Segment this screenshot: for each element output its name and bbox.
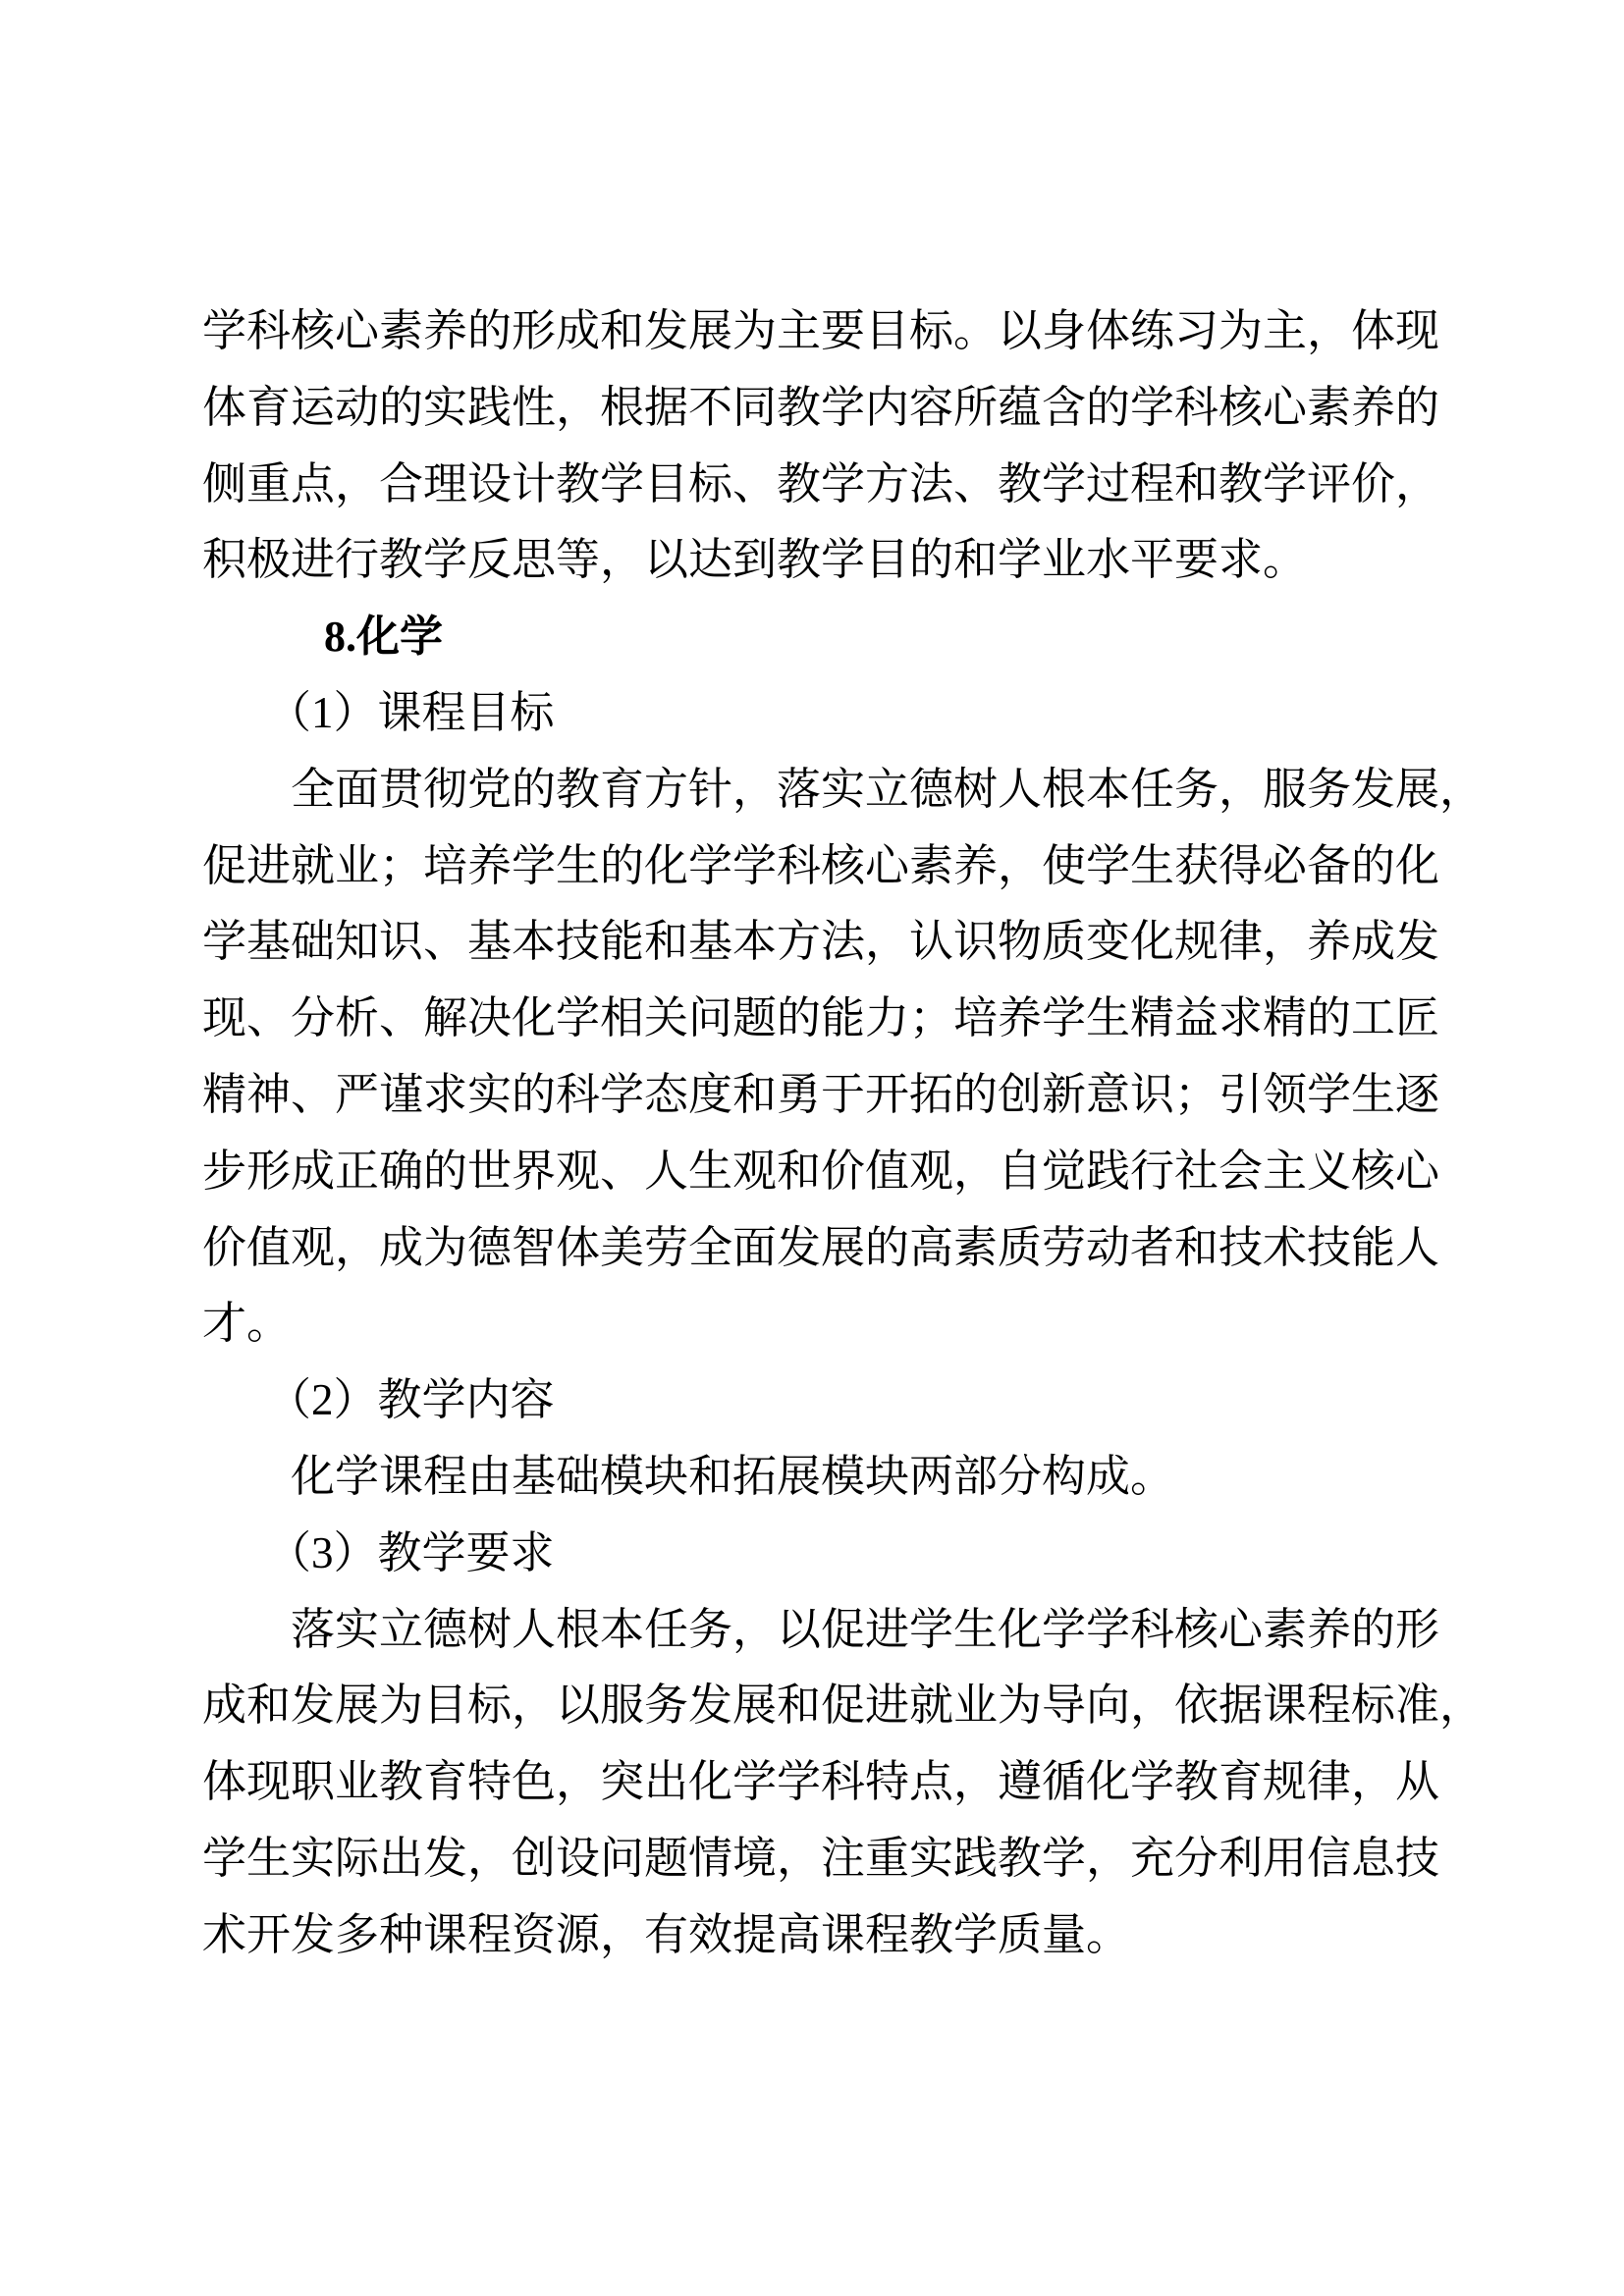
text-line: 价值观，成为德智体美劳全面发展的高素质劳动者和技术技能人 [202, 1222, 1440, 1272]
text-line: 学生实际出发，创设问题情境，注重实践教学，充分利用信息技 [202, 1833, 1440, 1883]
text-line: 术开发多种课程资源，有效提高课程教学质量。 [202, 1909, 1131, 1959]
text-line: 现、分析、解决化学相关问题的能力；培养学生精益求精的工匠 [202, 993, 1440, 1043]
section-heading: 8.化学 [324, 613, 443, 662]
text-line: 促进就业；培养学生的化学学科核心素养，使学生获得必备的化 [202, 840, 1440, 890]
text-line: 落实立德树人根本任务，以促进学生化学学科核心素养的形 [291, 1604, 1440, 1654]
text-line: 体育运动的实践性，根据不同教学内容所蕴含的学科核心素养的 [202, 382, 1440, 432]
subsection-heading: （3）教学要求 [267, 1527, 555, 1577]
text-line: 步形成正确的世界观、人生观和价值观，自觉践行社会主义核心 [202, 1146, 1440, 1196]
text-line: 体现职业教育特色，突出化学学科特点，遵循化学教育规律，从 [202, 1757, 1440, 1807]
text-line: 才。 [202, 1299, 292, 1349]
text-line: 全面贯彻党的教育方针，落实立德树人根本任务，服务发展， [291, 764, 1485, 814]
text-line: 学基础知识、基本技能和基本方法，认识物质变化规律，养成发 [202, 917, 1440, 967]
text-line: 化学课程由基础模块和拓展模块两部分构成。 [291, 1451, 1175, 1501]
text-line: 侧重点，合理设计教学目标、教学方法、教学过程和教学评价， [202, 458, 1440, 508]
text-line: 学科核心素养的形成和发展为主要目标。以身体练习为主，体现 [202, 306, 1440, 355]
text-line: 精神、严谨求实的科学态度和勇于开拓的创新意识；引领学生逐 [202, 1069, 1440, 1119]
subsection-heading: （2）教学内容 [267, 1375, 555, 1425]
text-line: 成和发展为目标，以服务发展和促进就业为导向，依据课程标准， [202, 1681, 1485, 1731]
text-block [202, 294, 1485, 1974]
text-line: 积极进行教学反思等，以达到教学目的和学业水平要求。 [202, 535, 1308, 585]
subsection-heading: （1）课程目标 [267, 687, 555, 737]
